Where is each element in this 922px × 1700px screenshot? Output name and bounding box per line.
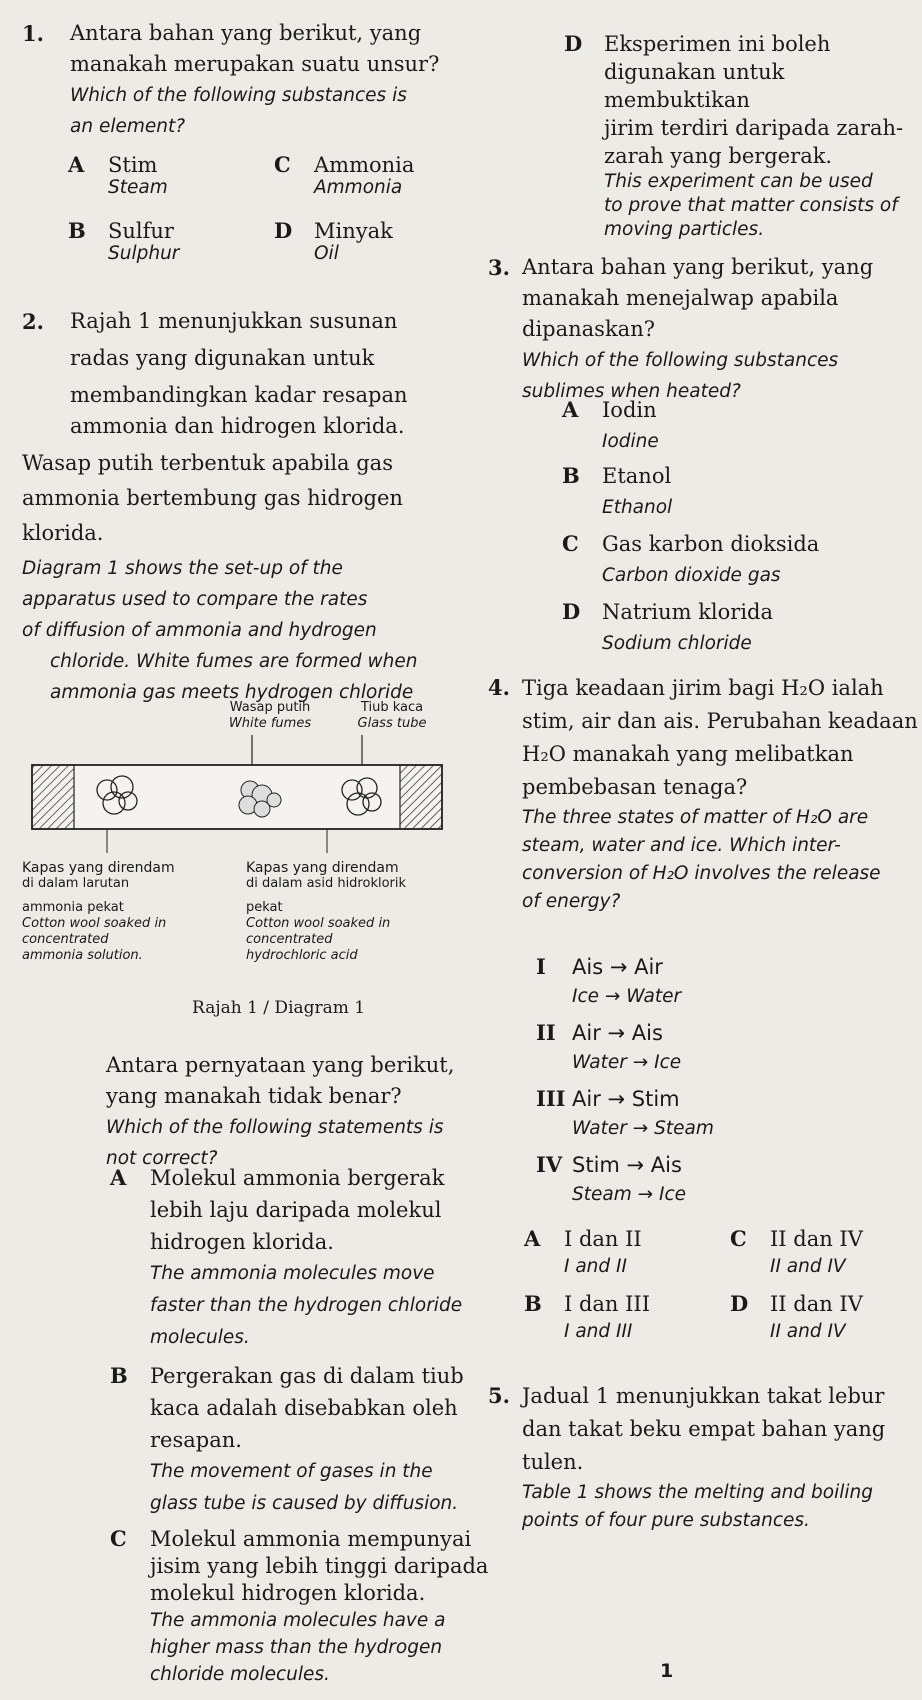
option-d[interactable] [562, 596, 902, 660]
option-text: Eksperimen ini boleh [604, 32, 831, 56]
option-a[interactable] [68, 152, 258, 198]
option-b[interactable] [562, 460, 902, 524]
option-a[interactable] [110, 1162, 490, 1354]
question-text: stim, air dan ais. Perubahan keadaan [522, 709, 918, 733]
statement-item [536, 1084, 866, 1144]
option-a[interactable] [524, 1225, 724, 1281]
question-4 [488, 672, 918, 916]
statement-list [536, 952, 866, 1210]
statement-text-en: Water → Steam [572, 1118, 714, 1139]
option-text-en: higher mass than the hydrogen [150, 1637, 443, 1658]
option-text: molekul hidrogen klorida. [150, 1581, 426, 1605]
option-text: Pergerakan gas di dalam tiub [150, 1364, 464, 1388]
left-cotton-label-en: ammonia solution. [22, 948, 143, 963]
label-white-fumes-en: White fumes [228, 716, 312, 731]
question-text-en: points of four pure substances. [522, 1510, 810, 1531]
question-text: dipanaskan? [522, 317, 655, 341]
option-text-en: Sodium chloride [602, 633, 752, 654]
label-white-fumes-my: Wasap putih [229, 700, 311, 715]
option-text: Gas karbon dioksida [602, 532, 820, 556]
question-number: 4. [488, 675, 510, 700]
option-text-en: molecules. [150, 1327, 250, 1348]
right-cotton-label-en: concentrated [246, 932, 333, 947]
question-text-en: of diffusion of ammonia and hydrogen [22, 620, 377, 641]
question-number: 2. [22, 309, 44, 334]
right-cotton-label-en: Cotton wool soaked in [246, 916, 391, 931]
option-letter: A [524, 1226, 541, 1251]
right-cotton-label-my: Kapas yang direndam [246, 860, 399, 876]
option-text: Molekul ammonia mempunyai [150, 1527, 472, 1551]
left-cotton-label-my: Kapas yang direndam [22, 860, 175, 876]
question-text: ammonia dan hidrogen klorida. [70, 414, 405, 438]
option-letter: C [730, 1226, 747, 1251]
question-text-en: Which of the following substances [522, 350, 839, 371]
option-b[interactable] [110, 1360, 490, 1520]
option-letter: A [110, 1165, 127, 1190]
question-text: manakah merupakan suatu unsur? [70, 52, 440, 76]
question-text-en: of energy? [522, 891, 621, 912]
question-text: Antara bahan yang berikut, yang [70, 21, 422, 45]
statement-roman: I [536, 954, 546, 979]
option-text-en: I and III [564, 1321, 633, 1342]
question-text: Tiga keadaan jirim bagi H₂O ialah [522, 676, 884, 700]
option-letter: A [68, 152, 85, 177]
option-text-en: Ammonia [314, 177, 403, 198]
option-text: Sulfur [108, 219, 174, 243]
right-cotton-label-en: hydrochloric acid [246, 948, 358, 963]
option-text: Minyak [314, 219, 393, 243]
question-text: ammonia bertembung gas hidrogen [22, 486, 403, 510]
option-text: I dan III [564, 1292, 651, 1316]
question-text-en: Which of the following statements is [106, 1117, 444, 1138]
statement-roman: II [536, 1020, 556, 1045]
option-text-en: chloride molecules. [150, 1664, 330, 1685]
option-c[interactable] [562, 528, 902, 592]
option-text: kaca adalah disebabkan oleh [150, 1396, 458, 1420]
option-text: II dan IV [770, 1292, 863, 1316]
left-cotton-label-en: concentrated [22, 932, 109, 947]
option-c[interactable] [110, 1525, 490, 1688]
question-text: tulen. [522, 1450, 584, 1474]
question-3 [488, 252, 908, 407]
option-b[interactable] [524, 1290, 724, 1346]
question-text: Rajah 1 menunjukkan susunan [70, 309, 398, 333]
option-c[interactable] [274, 152, 474, 198]
option-text: Stim [108, 153, 158, 177]
option-text: digunakan untuk membuktikan [604, 60, 785, 112]
option-text: resapan. [150, 1428, 242, 1452]
option-text-en: moving particles. [604, 219, 765, 240]
option-d[interactable] [730, 1290, 910, 1346]
statement-item [536, 1150, 866, 1210]
option-text: Etanol [602, 464, 672, 488]
option-text: Iodin [602, 398, 657, 422]
question-text: H₂O manakah yang melibatkan [522, 742, 854, 766]
question-text-en: steam, water and ice. Which inter- [522, 835, 841, 856]
question-text: dan takat beku empat bahan yang [522, 1417, 886, 1441]
option-letter: C [110, 1526, 127, 1551]
option-text-en: I and II [564, 1256, 627, 1277]
statement-roman: III [536, 1086, 566, 1111]
option-text: hidrogen klorida. [150, 1230, 334, 1254]
option-d[interactable] [274, 218, 474, 264]
label-glass-tube-en: Glass tube [357, 716, 427, 731]
option-text: I dan II [564, 1227, 642, 1251]
option-text: jisim yang lebih tinggi daripada [150, 1554, 489, 1578]
option-text-en: This experiment can be used [604, 171, 873, 192]
option-text: jirim terdiri daripada zarah- [604, 116, 904, 140]
option-text-en: Ethanol [602, 497, 673, 518]
question-number: 3. [488, 255, 510, 280]
question-text-en: Which of the following substances is [70, 85, 407, 106]
statement-text: Stim → Ais [572, 1153, 682, 1177]
option-text: Ammonia [314, 153, 415, 177]
option-letter: C [562, 531, 579, 556]
question-text-en: The three states of matter of H₂O are [522, 807, 869, 828]
question-text-en: conversion of H₂O involves the release [522, 863, 881, 884]
statement-text: Ais → Air [572, 955, 663, 979]
question-2 [22, 306, 477, 708]
statement-text: Air → Ais [572, 1021, 663, 1045]
question-text-en: Diagram 1 shows the set-up of the [22, 558, 343, 579]
option-text-en: The movement of gases in the [150, 1461, 433, 1482]
question-text: Antara pernyataan yang berikut, [106, 1053, 455, 1077]
option-text-en: Iodine [602, 431, 659, 452]
option-b[interactable] [68, 218, 258, 264]
option-text-en: faster than the hydrogen chloride [150, 1295, 463, 1316]
question-text-en: sublimes when heated? [522, 381, 741, 402]
question-text: Antara bahan yang berikut, yang [522, 255, 874, 279]
diagram-1 [22, 700, 472, 1018]
option-letter: B [68, 218, 86, 243]
option-a[interactable] [562, 394, 902, 458]
option-letter: B [110, 1363, 128, 1388]
diffusion-apparatus-figure [22, 735, 402, 855]
diagram-title: Rajah 1 / Diagram 1 [192, 998, 366, 1018]
option-letter: B [524, 1291, 542, 1316]
option-text-en: II and IV [770, 1256, 846, 1277]
right-cotton-label-my: di dalam asid hidroklorik [246, 876, 407, 891]
option-text-en: glass tube is caused by diffusion. [150, 1493, 459, 1514]
question-text: membandingkan kadar resapan [70, 383, 408, 407]
question-text: Wasap putih terbentuk apabila gas [22, 451, 393, 475]
option-text: zarah yang bergerak. [604, 144, 833, 168]
option-text: II dan IV [770, 1227, 863, 1251]
question-text-en: an element? [70, 116, 186, 137]
option-text-en: Carbon dioxide gas [602, 565, 781, 586]
option-letter: D [274, 218, 293, 243]
option-c[interactable] [730, 1225, 910, 1281]
question-2-stem [106, 1050, 490, 1174]
statement-roman: IV [536, 1152, 563, 1177]
question-text-en: ammonia gas meets hydrogen chloride [50, 682, 414, 703]
left-cotton-label-my: ammonia pekat [22, 900, 124, 915]
option-d[interactable] [564, 30, 922, 242]
option-letter: D [730, 1291, 749, 1316]
option-text-en: Oil [314, 243, 339, 264]
option-text-en: Sulphur [108, 243, 180, 264]
option-text-en: Steam [108, 177, 168, 198]
right-cotton-label-my: pekat [246, 900, 283, 915]
option-letter: D [564, 31, 583, 56]
question-text: pembebasan tenaga? [522, 775, 748, 799]
left-cotton-label-my: di dalam larutan [22, 876, 130, 891]
question-text-en: chloride. White fumes are formed when [50, 651, 418, 672]
question-text: Jadual 1 menunjukkan takat lebur [522, 1384, 885, 1408]
label-glass-tube-my: Tiub kaca [360, 700, 424, 715]
left-cotton-label-en: Cotton wool soaked in [22, 916, 167, 931]
question-text-en: not correct? [106, 1148, 218, 1169]
question-number: 1. [22, 21, 44, 46]
option-text: Molekul ammonia bergerak [150, 1166, 445, 1190]
statement-text-en: Ice → Water [572, 986, 682, 1007]
statement-text: Air → Stim [572, 1087, 680, 1111]
option-letter: A [562, 397, 579, 422]
option-text: lebih laju daripada molekul [150, 1198, 442, 1222]
option-text-en: II and IV [770, 1321, 846, 1342]
question-text-en: apparatus used to compare the rates [22, 589, 368, 610]
question-text: yang manakah tidak benar? [106, 1084, 402, 1108]
question-5 [488, 1380, 913, 1535]
option-letter: C [274, 152, 291, 177]
question-number: 5. [488, 1383, 510, 1408]
option-text: Natrium klorida [602, 600, 774, 624]
page-number: 1 [660, 1660, 674, 1682]
statement-item [536, 952, 866, 1012]
option-text-en: The ammonia molecules have a [150, 1610, 446, 1631]
question-text: manakah menejalwap apabila [522, 286, 839, 310]
option-text-en: to prove that matter consists of [604, 195, 898, 216]
statement-item [536, 1018, 866, 1078]
question-text-en: Table 1 shows the melting and boiling [522, 1482, 873, 1503]
question-text: radas yang digunakan untuk [70, 346, 375, 370]
option-text-en: The ammonia molecules move [150, 1263, 435, 1284]
option-letter: B [562, 463, 580, 488]
option-letter: D [562, 599, 581, 624]
question-1 [22, 18, 477, 142]
question-text: klorida. [22, 521, 104, 545]
statement-text-en: Water → Ice [572, 1052, 682, 1073]
statement-text-en: Steam → Ice [572, 1184, 687, 1205]
